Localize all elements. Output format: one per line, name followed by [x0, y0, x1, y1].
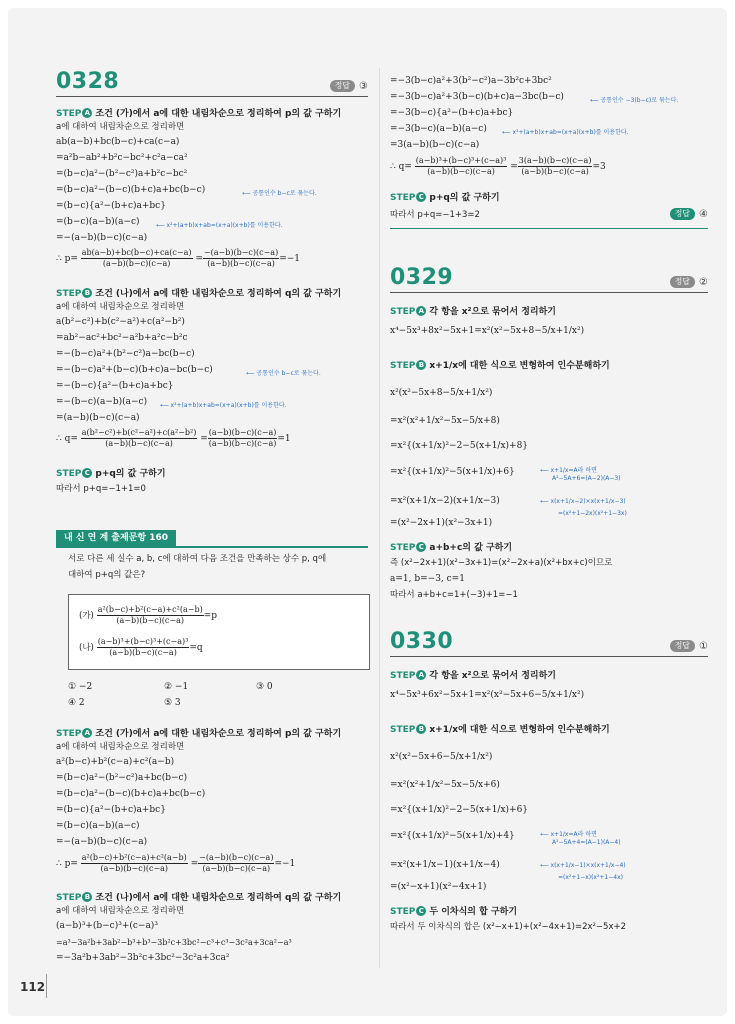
eq-line: a(b²−c²)+b(c²−a²)+c(a²−b²)	[56, 317, 185, 327]
annotation-note: ⟵ x(x+1/x−2)×x(x+1/x−3)	[540, 498, 626, 505]
intro-text: a에 대하여 내림차순으로 정리하면	[56, 302, 185, 312]
annotation-note: =(x²+1−2x)(x²+1−3x)	[558, 510, 627, 517]
eq-line: a²(b−c)+b²(c−a)+c²(a−b)	[56, 757, 175, 767]
annotation-note: ⟵ x²+(a+b)x+ab=(x+a)(x+b)를 이용한다.	[160, 402, 287, 409]
eq-line: =(b−c){a²−(b+c)a+bc}	[56, 805, 166, 815]
column-divider	[379, 68, 380, 968]
conclusion-text: 따라서 p+q=−1+1=0	[56, 484, 146, 494]
eq-line: =(b−c)a²−(b−c)(b+c)a+bc(b−c)	[56, 789, 206, 799]
condition-ga: (가) $\frac{\text{a²(b−c)+b²(c−a)+c²(a−b)}}{(a-b)(b-c)(c-a)}$ =p	[79, 605, 218, 625]
choice-item[interactable]: ② −1	[164, 682, 189, 692]
step-b-heading: STEP B x+1/x에 대한 식으로 변형하여 인수분해하기	[390, 725, 610, 735]
linked-problem-label: 내 신 연 계 출제문항 160	[56, 530, 176, 546]
annotation-note: ⟵ x²+(a+b)x+ab=(x+a)(x+b)를 이용한다.	[156, 222, 283, 229]
annotation-note: =(x²+1−x)(x²+1−4x)	[558, 874, 623, 881]
choice-item[interactable]: ③ 0	[256, 682, 273, 692]
p-result: ∴ p= $\frac{ab(a-b)+bc(b-c)+ca(c-a)}{(a-b)(b-c)(c-a)}$ = $\frac{-(a-b)(b-c)(c-a)}{(a-b)(b-c)(c-a)}$ =−1	[56, 248, 300, 268]
choice-item[interactable]: ④ 2	[68, 698, 85, 708]
p-result: ∴ p= $\frac{\text{a²(b−c)+b²(c−a)+c²(a−b)}}{(a-b)(b-c)(c-a)}$ = $\frac{-(a-b)(b-c)(c-a)}{(a-b)(b-c)(c-a)}$ =−1	[56, 853, 296, 873]
annotation-note: ⟵ 공통인수 b−c로 묶는다.	[242, 190, 317, 197]
answer-tag: 정답 ④	[670, 208, 708, 220]
problem-number: 0329	[390, 265, 454, 290]
step-a-heading: STEP A 각 항을 x²으로 묶어서 정리하기	[390, 671, 556, 681]
eq-line: =x²(x+1/x−1)(x+1/x−4)	[390, 860, 500, 870]
step-a-heading: STEP A 조건 (가)에서 a에 대한 내림차순으로 정리하여 p의 값 구하기	[56, 109, 342, 119]
eq-line: =x²{(x+1/x)²−5(x+1/x)+6}	[390, 467, 515, 477]
step-c-heading: STEP C a+b+c의 값 구하기	[390, 543, 513, 553]
answer-tag	[330, 80, 368, 92]
eq-line: =−(b−c)(a−b)(a−c)	[56, 397, 148, 407]
eq-line: =−3(b−c){a²−(b+c)a+bc}	[390, 108, 514, 118]
annotation-note: A²−5A+6=(A−2)(A−3)	[552, 475, 621, 482]
eq-line: =(b−c)a²−(b²−c²)a+b²c−bc²	[56, 169, 188, 179]
question-text: 대하여 p+q의 값은?	[68, 570, 146, 580]
eq-line: =a³−3a²b+3ab²−b³+b³−3b²c+3bc²−c³+c³−3c²a+3ca²−a³	[56, 938, 292, 947]
eq-line: =(b−c)a²−(b−c)(b+c)a+bc(b−c)	[56, 185, 206, 195]
step-b-heading: STEP B 조건 (나)에서 a에 대한 내림차순으로 정리하여 q의 값 구하기	[56, 893, 342, 903]
eq-line: =−(b−c)a²+(b²−c²)a−bc(b−c)	[56, 349, 195, 359]
eq-line: ab(a−b)+bc(b−c)+ca(c−a)	[56, 137, 180, 147]
answer-tag: 정답 ②	[670, 276, 708, 288]
page	[8, 8, 727, 1016]
eq-line: =(x²−2x+1)(x²−3x+1)	[390, 518, 493, 528]
eq-line: x²(x²−5x+8−5/x+1/x²)	[390, 388, 493, 398]
problem-0328-header	[56, 70, 368, 97]
eq-line: =−3(b−c)a²+3(b²−c²)a−3b²c+3bc²	[390, 76, 552, 86]
step-a-heading: STEP A 조건 (가)에서 a에 대한 내림차순으로 정리하여 p의 값 구하기	[56, 729, 342, 739]
eq-line: =−3(b−c)a²+3(b−c)(b+c)a−3bc(b−c)	[390, 92, 564, 102]
choice-item[interactable]: ① −2	[68, 682, 93, 692]
eq-line: =(x²−x+1)(x²−4x+1)	[390, 882, 487, 892]
eq-line: x⁴−5x³+8x²−5x+1=x²(x²−5x+8−5/x+1/x²)	[390, 326, 585, 336]
annotation-note: ⟵ x+1/x=A라 하면	[540, 467, 597, 474]
eq-line: =(b−c)(a−b)(a−c)	[56, 217, 140, 227]
eq-line: =x²(x²+1/x²−5x−5/x+6)	[390, 780, 500, 790]
eq-line: =x²{(x+1/x)²−2−5(x+1/x)+6}	[390, 805, 529, 815]
eq-line: x⁴−5x³+6x²−5x+1=x²(x²−5x+6−5/x+1/x²)	[390, 690, 585, 700]
annotation-note: ⟵ 공통인수 b−c로 묶는다.	[246, 370, 321, 377]
problem-number: 0328	[56, 69, 120, 94]
page-number: 112	[20, 980, 46, 994]
eq-line: =(a−b)(b−c)(c−a)	[56, 413, 140, 423]
step-c-heading: STEP C p+q의 값 구하기	[56, 469, 166, 479]
eq-line: =x²(x+1/x−2)(x+1/x−3)	[390, 496, 500, 506]
step-c-heading: STEP C 두 이차식의 합 구하기	[390, 907, 518, 917]
annotation-note: ⟵ x(x+1/x−1)×x(x+1/x−4)	[540, 862, 626, 869]
eq-line: =(b−c)(a−b)(a−c)	[56, 821, 140, 831]
eq-line: =x²{(x+1/x)²−2−5(x+1/x)+8}	[390, 441, 529, 451]
eq-line: =−(a−b)(b−c)(c−a)	[56, 837, 148, 847]
eq-line: =x²(x²+1/x²−5x−5/x+8)	[390, 416, 500, 426]
page-number-divider	[46, 974, 47, 998]
eq-line: (a−b)³+(b−c)³+(c−a)³	[56, 921, 158, 931]
eq-line: =a²b−ab²+b²c−bc²+c²a−ca²	[56, 153, 188, 163]
eq-line: =3(a−b)(b−c)(c−a)	[390, 140, 480, 150]
section-divider	[390, 228, 708, 229]
condition-na: (나) $\frac{\text{(a−b)³+(b−c)³+(c−a)³}}{(a-b)(b-c)(c-a)}$ =q	[79, 637, 203, 657]
eq-line: =x²{(x+1/x)²−5(x+1/x)+4}	[390, 831, 515, 841]
eq-line: =−(a−b)(b−c)(c−a)	[56, 233, 148, 243]
intro-text: a에 대하여 내림차순으로 정리하면	[56, 122, 185, 132]
conclusion-text: 즉 (x²−2x+1)(x²−3x+1)=(x²−2x+a)(x²+bx+c)이므로	[390, 558, 613, 568]
step-b-heading: STEP B x+1/x에 대한 식으로 변형하여 인수분해하기	[390, 361, 610, 371]
eq-line: =−(b−c)a²+(b−c)(b+c)a−bc(b−c)	[56, 365, 213, 375]
eq-line: x²(x²−5x+6−5/x+1/x²)	[390, 752, 493, 762]
problem-0329-header	[390, 266, 708, 293]
answer-badge: 정답	[330, 80, 355, 92]
answer-value: ③	[359, 80, 368, 92]
q-result: ∴ q= $\frac{\text{(a−b)³+(b−c)³+(c−a)³}}{(a-b)(b-c)(c-a)}$ = $\frac{3(a-b)(b-c)(c-a)}{(a-b)(b-c)(c-a)}$ =3	[390, 156, 606, 176]
intro-text: a에 대하여 내림차순으로 정리하면	[56, 906, 185, 916]
step-a-heading: STEP A 각 항을 x²으로 묶어서 정리하기	[390, 307, 556, 317]
eq-line: =(b−c)a²−(b²−c²)a+bc(b−c)	[56, 773, 188, 783]
annotation-note: ⟵ 공통인수 −3(b−c)로 묶는다.	[590, 97, 679, 104]
linked-problem-bar	[56, 530, 368, 548]
eq-line: =(b−c){a²−(b+c)a+bc}	[56, 201, 166, 211]
eq-line: =−3(b−c)(a−b)(a−c)	[390, 124, 487, 134]
conclusion-text: a=1, b=−3, c=1	[390, 574, 465, 584]
problem-number: 0330	[390, 629, 454, 654]
q-result: ∴ q= $\frac{\text{a(b²−c²)+b(c²−a²)+c(a²−b²)}}{(a-b)(b-c)(c-a)}$ = $\frac{(a-b)(b-c)(c-a)}{(a-b)(b-c)(c-a)}$ =1	[56, 428, 291, 448]
conclusion-text: 따라서 p+q=−1+3=2	[390, 210, 480, 220]
question-text: 서로 다른 세 실수 a, b, c에 대하여 다음 조건을 만족하는 상수 p, q에	[68, 554, 327, 564]
step-c-heading: STEP C p+q의 값 구하기	[390, 193, 500, 203]
conclusion-text: 따라서 두 이차식의 합은 (x²−x+1)+(x²−4x+1)=2x²−5x+2	[390, 922, 627, 932]
eq-line: =ab²−ac²+bc²−a²b+a²c−b²c	[56, 333, 188, 343]
choice-item[interactable]: ⑤ 3	[164, 698, 181, 708]
conclusion-text: 따라서 a+b+c=1+(−3)+1=−1	[390, 590, 518, 600]
eq-line: =−(b−c){a²−(b+c)a+bc}	[56, 381, 174, 391]
conditions-box	[68, 594, 370, 670]
eq-line: =−3a²b+3ab²−3b²c+3bc²−3c²a+3ca²	[56, 953, 230, 963]
annotation-note: ⟵ x+1/x=A라 하면	[540, 831, 597, 838]
annotation-note: A²−5A+4=(A−1)(A−4)	[552, 839, 621, 846]
problem-0330-header	[390, 630, 708, 657]
annotation-note: ⟵ x²+(a+b)x+ab=(x+a)(x+b)를 이용한다.	[502, 129, 629, 136]
intro-text: a에 대하여 내림차순으로 정리하면	[56, 742, 185, 752]
step-b-heading: STEP B 조건 (나)에서 a에 대한 내림차순으로 정리하여 q의 값 구하기	[56, 289, 342, 299]
answer-tag: 정답 ①	[670, 640, 708, 652]
